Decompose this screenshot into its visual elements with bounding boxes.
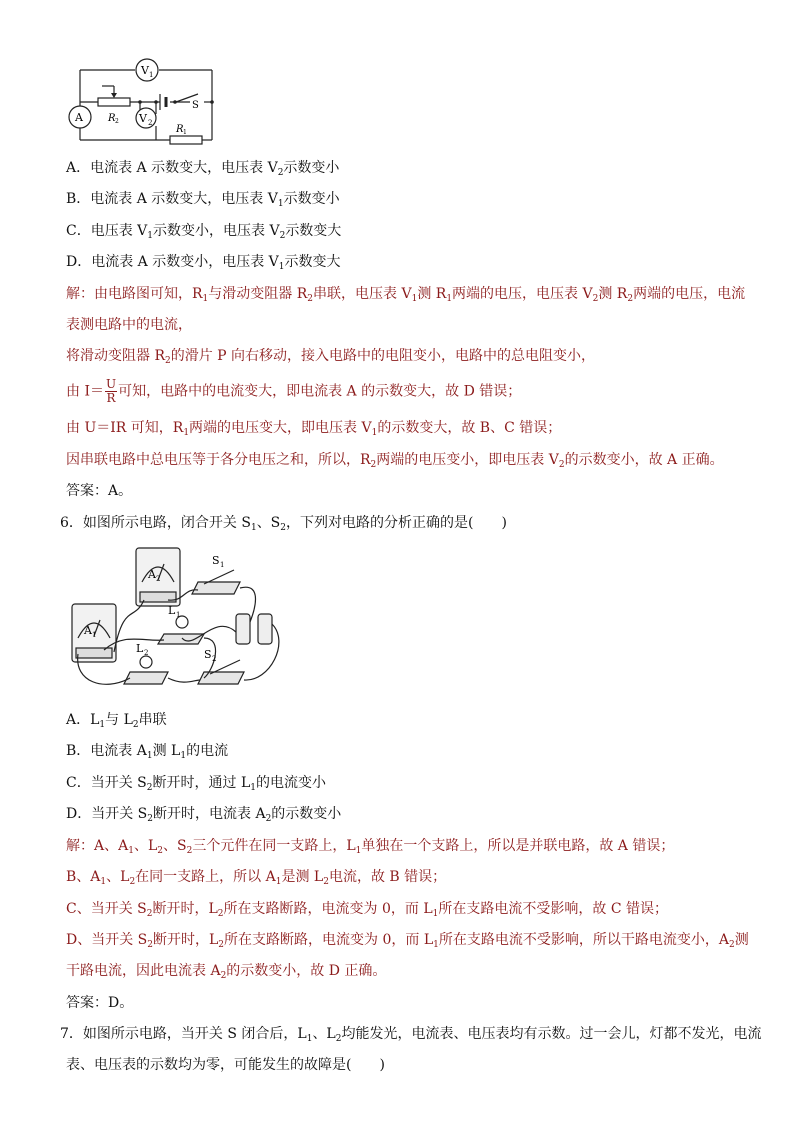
svg-text:2: 2 (148, 119, 153, 127)
q6-l2-label: L (136, 642, 144, 655)
q5-option-a[interactable]: A．电流表 A 示数变大，电压表 $V_2$示数变小 (66, 160, 340, 178)
q5-solution-line-6: 因串联电路中总电压等于各分电压之和，所以，$R_2$两端的电压变小，即电压表 $V_2$的示数变小，故 A 正确。 (66, 452, 724, 470)
svg-text:1: 1 (183, 129, 187, 136)
q6-solution-line-4: D、当开关 $S_2$断开时，$L_2$所在支路断路，电流变为 0，而 $L_1$所在支路电流不受影响，所以干路电流变小，$A_2$测 (66, 932, 749, 950)
q5-r1-label: R (176, 124, 184, 135)
q7-stem-line-1: 7．如图所示电路，当开关 S 闭合后，$L_1$、$L_2$均能发光，电流表、电压表均有示数。过一会儿，灯都不发光，电流 (60, 1026, 762, 1044)
q5-v1-label: V (141, 64, 149, 77)
q5-answer: 答案：A。 (66, 483, 133, 499)
q5-solution-line-3: 将滑动变阻器 $R_2$的滑片 P 向右移动，接入电路中的电阻变小，电路中的总电阻变小， (66, 348, 596, 366)
svg-text:1: 1 (176, 611, 181, 619)
ohm-fraction: $\frac{U}{R}$ (105, 377, 117, 405)
q6-a2-label: A (148, 568, 156, 581)
svg-text:2: 2 (115, 118, 119, 125)
svg-text:2: 2 (156, 575, 161, 583)
q5-solution-line-4: 由 I＝ $\frac{U}{R}$ 可知，电路中的电流变大，即电流表 A 的示数变大，故 D 错误； (66, 377, 522, 405)
svg-text:1: 1 (92, 631, 97, 639)
q6-l1-label: L (168, 604, 176, 617)
q5-solution-line-1: 解：由电路图可知，$R_1$与滑动变阻器 $R_2$串联，电压表 $V_1$测 $R_1$两端的电压，电压表 $V_2$测 $R_2$两端的电压，电流 (66, 286, 746, 304)
q5-option-b[interactable]: B．电流表 A 示数变大，电压表 $V_1$示数变小 (66, 191, 340, 209)
svg-text:1: 1 (220, 561, 225, 569)
q5-option-d[interactable]: D．电流表 A 示数变小，电压表 $V_1$示数变大 (66, 254, 341, 272)
q6-solution-line-2: B、$A_1$、$L_2$在同一支路上，所以 $A_1$是测 $L_2$电流，故 B 错误； (66, 869, 447, 887)
q6-option-c[interactable]: C．当开关 $S_2$断开时，通过 $L_1$的电流变小 (66, 775, 326, 793)
q5-solution-line-2: 表测电路中的电流， (66, 317, 192, 333)
q6-solution-line-1: 解：A、$A_1$、$L_2$、$S_2$三个元件在同一支路上，$L_1$单独在一个支路上，所以是并联电路，故 A 错误； (66, 838, 675, 856)
q6-solution-line-5: 干路电流，因此电流表 $A_2$的示数变小，故 D 正确。 (66, 963, 387, 981)
svg-text:2: 2 (144, 649, 149, 657)
q6-s1-label: S (212, 554, 220, 567)
q6-circuit-illustration (64, 542, 294, 692)
q5-r2-label: R (108, 113, 116, 124)
q7-stem-line-2: 表、电压表的示数均为零，可能发生的故障是( ) (66, 1057, 385, 1073)
q6-a1-label: A (84, 624, 92, 637)
q6-solution-line-3: C、当开关 $S_2$断开时，$L_2$所在支路断路，电流变为 0，而 $L_1$所在支路电流不受影响，故 C 错误； (66, 901, 668, 919)
q6-option-a[interactable]: A．$L_1$与 $L_2$串联 (66, 712, 167, 730)
q6-answer: 答案：D。 (66, 995, 134, 1011)
q5-a-label: A (75, 111, 83, 124)
q5-v2-label: V (139, 112, 147, 125)
q6-s2-label: S (204, 648, 212, 661)
q6-option-b[interactable]: B．电流表 $A_1$测 $L_1$的电流 (66, 743, 229, 761)
q5-s-label: S (192, 100, 199, 111)
q5-circuit-diagram (62, 56, 222, 156)
q5-option-c[interactable]: C．电压表 $V_1$示数变小，电压表 $V_2$示数变大 (66, 223, 342, 241)
q6-option-d[interactable]: D．当开关 $S_2$断开时，电流表 $A_2$的示数变小 (66, 806, 342, 824)
svg-text:1: 1 (149, 71, 154, 79)
svg-text:2: 2 (212, 655, 217, 663)
q6-stem: 6．如图所示电路，闭合开关 $S_1$、$S_2$，下列对电路的分析正确的是( ) (60, 515, 507, 533)
q5-solution-line-5: 由 U＝IR 可知，$R_1$两端的电压变大，即电压表 $V_1$的示数变大，故 B、C 错误； (66, 420, 562, 438)
